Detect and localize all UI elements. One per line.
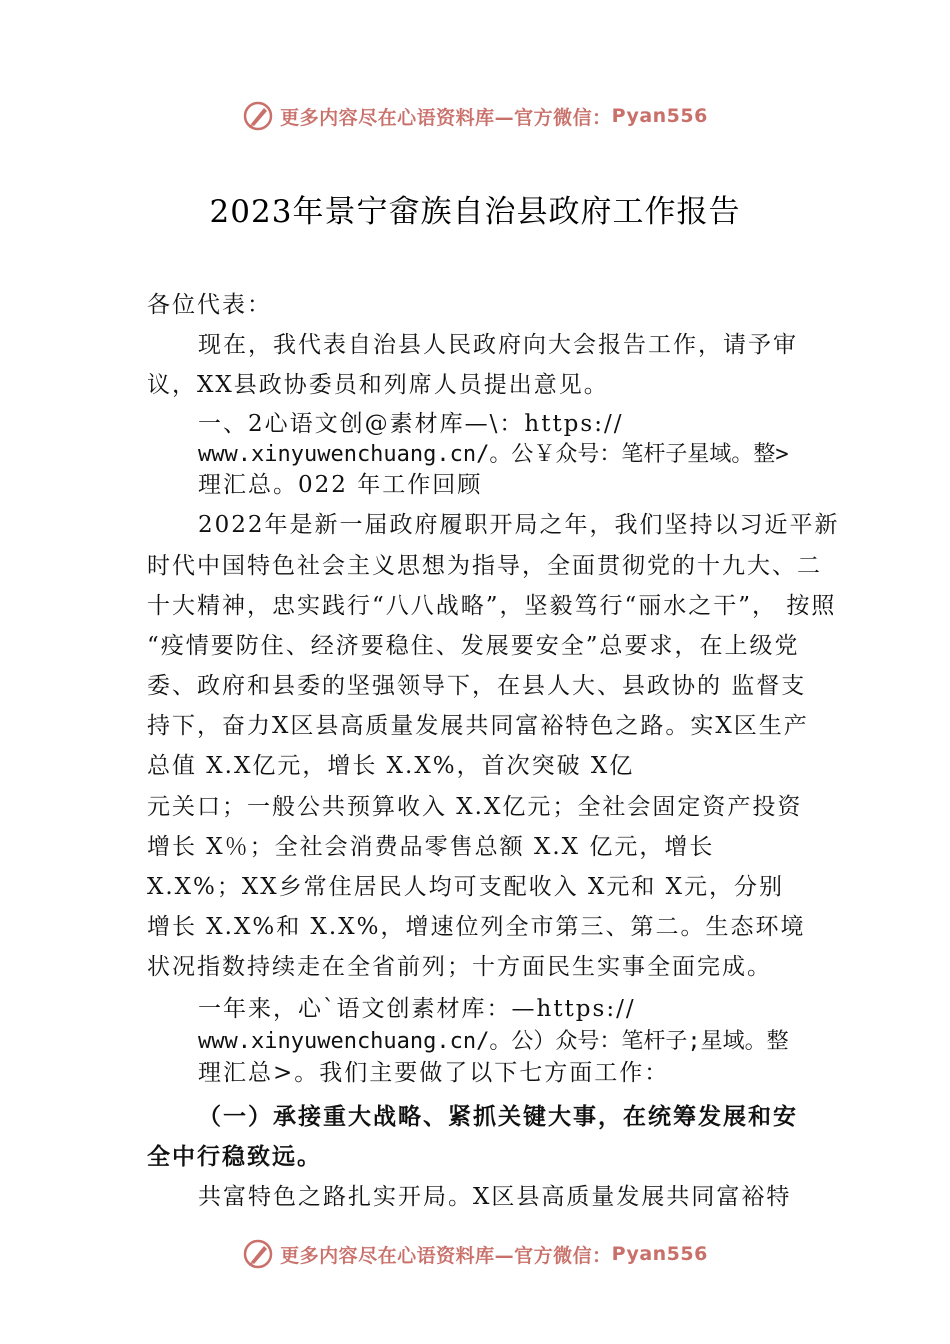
text-line: 各位代表：: [147, 292, 272, 318]
pen-logo-icon: [242, 100, 274, 132]
section-heading: （一）承接重大战略、紧抓关键大事，在统筹发展和安: [198, 1103, 798, 1130]
text-line: 理汇总>。我们主要做了以下七方面工作：: [198, 1060, 670, 1086]
text-line: X.X%；XX乡常住居民人均可支配收入 X元和 X元，分别: [147, 874, 785, 900]
text-line: 委、政府和县委的坚强领导下，在县人大、县政协的 监督支: [147, 673, 807, 699]
footer-banner: [0, 1234, 950, 1274]
text-line: 2022年是新一届政府履职开局之年，我们坚持以习近平新: [198, 512, 840, 538]
text-line: 总值 X.X亿元，增长 X.X%，首次突破 X亿: [147, 753, 635, 779]
banner-label: 更多内容尽在心语资料库—官方微信：: [280, 1244, 612, 1267]
text-line: 增长 X％；全社会消费品零售总额 X.X 亿元，增长: [147, 834, 715, 860]
text-line: 议，XX县政协委员和列席人员提出意见。: [147, 372, 609, 398]
text-line: 共富特色之路扎实开局。X区县高质量发展共同富裕特: [198, 1184, 792, 1210]
text-line: 一年来，心`语文创素材库：—https://: [198, 996, 636, 1022]
page-title: 2023年景宁畲族自治县政府工作报告: [209, 194, 741, 230]
section-heading-cont: 全中行稳致远。: [147, 1143, 322, 1170]
text-line: 状况指数持续走在全省前列；十方面民生实事全面完成。: [147, 954, 772, 980]
text-line: 十大精神，忠实践行“八八战略”，坚毅笃行“丽水之干”， 按照: [147, 593, 837, 619]
text-line: “疫情要防住、经济要稳住、发展要安全”总要求，在上级党: [147, 633, 800, 659]
banner-label: 更多内容尽在心语资料库—官方微信：: [280, 106, 612, 129]
text-line: www.xinyuwenchuang.cn/。公￥众号：笔杆子星域。整>: [198, 442, 789, 467]
text-line: 时代中国特色社会主义思想为指导，全面贯彻党的十九大、二: [147, 553, 822, 579]
banner-wechat-id: Pyan556: [611, 1243, 708, 1265]
pen-logo-icon: [242, 1238, 274, 1270]
text-line: 现在，我代表自治县人民政府向大会报告工作，请予审: [198, 332, 798, 358]
banner-wechat-id: Pyan556: [611, 105, 708, 127]
text-line: 增长 X.X%和 X.X%，增速位列全市第三、第二。生态环境: [147, 914, 806, 940]
text-line: 元关口；一般公共预算收入 X.X亿元；全社会固定资产投资: [147, 794, 803, 820]
text-line: 一、2心语文创@素材库—\：https://: [198, 411, 624, 437]
text-line: 理汇总。022 年工作回顾: [198, 472, 483, 498]
text-line: 持下，奋力X区县高质量发展共同富裕特色之路。实X区生产: [147, 713, 809, 739]
text-line: www.xinyuwenchuang.cn/。公）众号：笔杆子;星域。整: [198, 1029, 789, 1054]
header-banner: [0, 96, 950, 136]
